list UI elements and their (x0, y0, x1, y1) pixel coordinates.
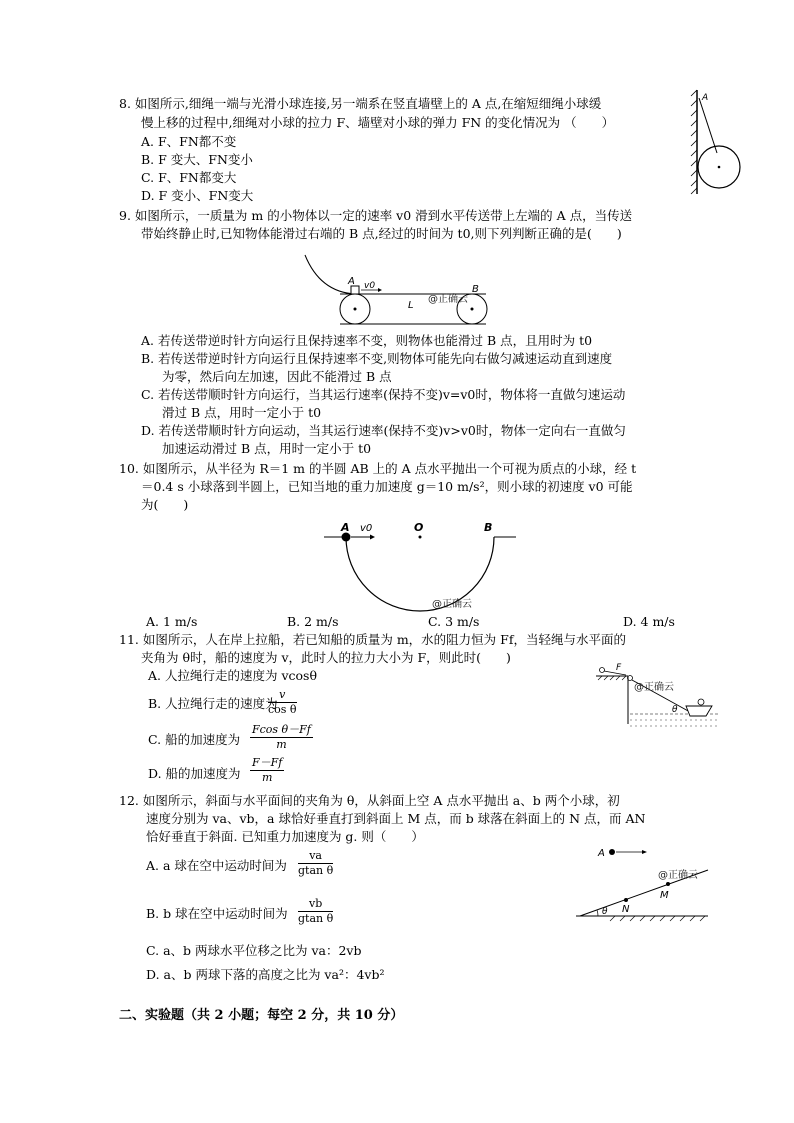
q10-label-a: A (341, 521, 350, 534)
q9-option-d[interactable]: D. 若传送带顺时针方向运动，当其运行速率(保持不变)v>v0时，物体一定向右一直做匀 (141, 423, 626, 438)
q11-label-theta: θ (672, 705, 678, 715)
section-heading: 二、实验题（共 2 小题；每空 2 分，共 10 分） (119, 1008, 404, 1023)
q9-option-d-cont: 加速运动滑过 B 点，用时一定小于 t0 (162, 441, 372, 456)
q10-semicircle-figure (320, 515, 520, 615)
q12-line1: 12. 如图所示，斜面与水平面间的夹角为 θ，从斜面上空 A 点水平抛出 a、b 两个小球，初 (119, 793, 620, 808)
q10-label-b: B (484, 521, 493, 534)
q8-line2: 慢上移的过程中,细绳对小球的拉力 F、墙壁对小球的弹力 FN 的变化情况为 （ ） (141, 115, 615, 130)
q11-c-denominator: m (276, 738, 287, 751)
q11-line2: 夹角为 θ时，船的速度为 v，此时人的拉力大小为 F，则此时( ) (141, 650, 511, 665)
q12-label-a: A (598, 848, 605, 859)
q9-watermark: @正确云 (428, 294, 468, 305)
q11-option-d[interactable]: D. 船的加速度为 (148, 766, 241, 781)
q8-option-b[interactable]: B. F 变大、FN变小 (141, 152, 253, 167)
q12-option-a[interactable]: A. a 球在空中运动时间为 (146, 858, 287, 873)
q12-incline-figure (572, 840, 712, 924)
q10-line3: 为( ) (141, 497, 189, 512)
q11-boat-figure (594, 662, 724, 734)
q10-line1: 10. 如图所示，从半径为 R＝1 m 的半圆 AB 上的 A 点水平抛出一个可视为质点的小球，经 t (119, 461, 637, 476)
q8-option-d[interactable]: D. F 变小、FN变大 (141, 188, 254, 203)
q9-line1: 9. 如图所示，一质量为 m 的小物体以一定的速率 v0 滑到水平传送带上左端的 A 点，当传送 (119, 208, 633, 223)
q9-option-b[interactable]: B. 若传送带逆时针方向运行且保持速率不变,则物体可能先向右做匀减速运动直到速度 (141, 351, 613, 366)
q9-option-c-cont: 滑过 B 点，用时一定小于 t0 (162, 405, 322, 420)
q12-option-a-fraction (298, 849, 333, 878)
q12-label-m: M (660, 890, 669, 901)
q10-option-b[interactable]: B. 2 m/s (287, 614, 339, 629)
q9-label-l: L (408, 300, 414, 311)
q10-option-d[interactable]: D. 4 m/s (623, 614, 675, 629)
q10-option-a[interactable]: A. 1 m/s (146, 614, 198, 629)
q12-line3: 恰好垂直于斜面. 已知重力加速度为 g. 则（ ） (146, 829, 424, 844)
q8-label-a: A (702, 93, 709, 103)
q11-b-denominator: cos θ (268, 703, 297, 716)
q12-b-denominator: gtan θ (298, 912, 334, 925)
q11-c-numerator: Fcos θ－Ff (252, 723, 311, 736)
q9-option-a[interactable]: A. 若传送带逆时针方向运行且保持速率不变，则物体也能滑过 B 点，且用时为 t0 (141, 333, 593, 348)
q12-label-theta: θ (602, 907, 608, 917)
q12-a-numerator: va (298, 849, 333, 864)
q12-a-denominator: gtan θ (298, 864, 334, 877)
q12-b-numerator: vb (298, 897, 333, 912)
q10-watermark: @正确云 (432, 599, 472, 610)
q11-d-denominator: m (261, 771, 273, 784)
q11-line1: 11. 如图所示，人在岸上拉船，若已知船的质量为 m，水的阻力恒为 Ff，当轻绳与水平面的 (119, 632, 626, 647)
q8-option-a[interactable]: A. F、FN都不变 (141, 134, 237, 149)
q8-line1: 8. 如图所示,细绳一端与光滑小球连接,另一端系在竖直墙壁上的 A 点,在缩短细绳小球缓 (119, 96, 602, 111)
q12-option-d[interactable]: D. a、b 两球下落的高度之比为 va²：4vb² (146, 967, 385, 982)
q12-label-n: N (622, 904, 630, 915)
q11-b-numerator: v (268, 688, 297, 703)
q12-option-b[interactable]: B. b 球在空中运动时间为 (146, 906, 288, 921)
q9-line2: 带始终静止时,已知物体能滑过右端的 B 点,经过的时间为 t0,则下列判断正确的是( ) (141, 226, 622, 241)
q8-wall-ball-figure (688, 88, 748, 198)
q11-option-c[interactable]: C. 船的加速度为 (148, 732, 241, 747)
q9-label-b: B (472, 284, 479, 295)
q12-option-b-fraction (298, 897, 333, 926)
q10-label-v0: v0 (360, 523, 373, 534)
q12-line2: 速度分别为 va、vb，a 球恰好垂直打到斜面上 M 点，而 b 球落在斜面上的 N 点，而 AN (146, 811, 646, 826)
q11-label-f: F (616, 663, 622, 673)
q11-watermark: @正确云 (634, 682, 674, 693)
q11-option-a[interactable]: A. 人拉绳行走的速度为 vcosθ (148, 668, 317, 683)
q11-option-b[interactable]: B. 人拉绳行走的速度为 (148, 696, 278, 711)
q8-option-c[interactable]: C. F、FN都变大 (141, 170, 237, 185)
q10-label-o: O (414, 521, 424, 534)
q10-line2: ＝0.4 s 小球落到半圆上，已知当地的重力加速度 g＝10 m/s²，则小球的初速度 v0 可能 (141, 479, 633, 494)
q12-watermark: @正确云 (658, 870, 698, 881)
q10-option-c[interactable]: C. 3 m/s (428, 614, 480, 629)
q9-label-a: A (348, 276, 355, 287)
q11-d-numerator: F－Ff (252, 756, 283, 769)
q11-option-d-fraction (250, 756, 284, 785)
q9-option-b-cont: 为零，然后向左加速，因此不能滑过 B 点 (162, 369, 392, 384)
q9-label-v0: v0 (364, 281, 376, 291)
q9-option-c[interactable]: C. 若传送带顺时针方向运行，当其运行速率(保持不变)v=v0时，物体将一直做匀速运动 (141, 387, 626, 402)
q9-conveyor-figure (300, 250, 500, 330)
q11-option-b-fraction (268, 688, 297, 717)
q12-option-c[interactable]: C. a、b 两球水平位移之比为 va：2vb (146, 943, 362, 958)
q11-option-c-fraction (250, 723, 313, 752)
